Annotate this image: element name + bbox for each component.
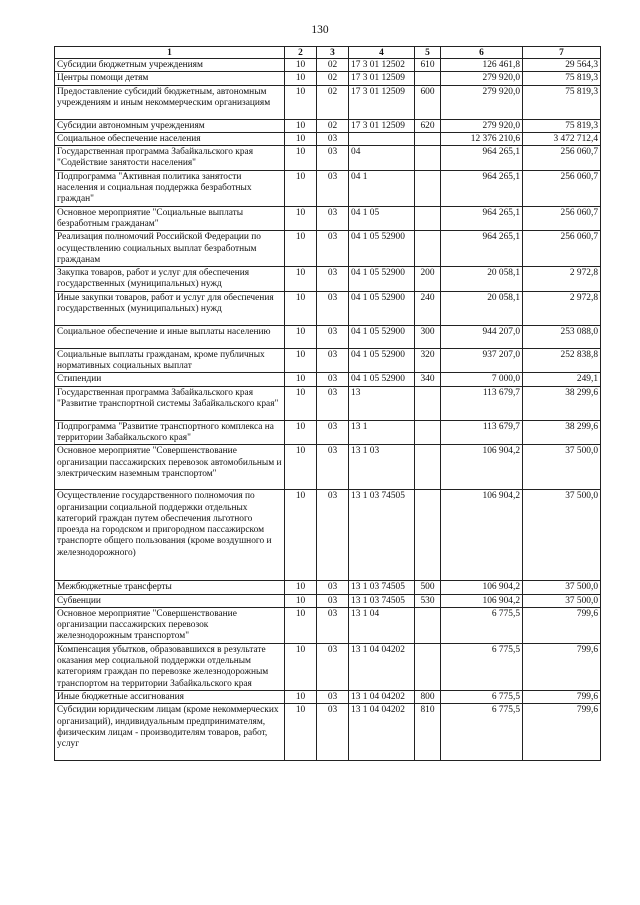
row-amount-1: 964 265,1 bbox=[441, 231, 523, 267]
table-row bbox=[55, 445, 601, 490]
row-expense-type bbox=[415, 420, 441, 445]
table-row bbox=[55, 690, 601, 703]
row-amount-2: 3 472 712,4 bbox=[523, 132, 601, 145]
row-name: Подпрограмма "Активная политика занятости населения и социальная поддержка безработных граждан" bbox=[55, 170, 285, 206]
row-subsection: 03 bbox=[317, 643, 349, 690]
table-row bbox=[55, 231, 601, 267]
header-col-4: 4 bbox=[349, 47, 415, 59]
row-name: Субвенции bbox=[55, 594, 285, 607]
row-section: 10 bbox=[285, 704, 317, 761]
row-expense-type bbox=[415, 490, 441, 581]
table-row bbox=[55, 594, 601, 607]
row-expense-type bbox=[415, 231, 441, 267]
table-row bbox=[55, 348, 601, 373]
row-expense-type bbox=[415, 643, 441, 690]
row-amount-2: 799,6 bbox=[523, 607, 601, 643]
table-row bbox=[55, 643, 601, 690]
row-name: Субсидии юридическим лицам (кроме некоммерческих организаций), индивидуальным предпринимателям, физическим лицам - производителям товаров, работ, услуг bbox=[55, 704, 285, 761]
row-amount-1: 964 265,1 bbox=[441, 170, 523, 206]
row-target-code: 17 3 01 12509 bbox=[349, 119, 415, 132]
table-row bbox=[55, 386, 601, 420]
table-row bbox=[55, 119, 601, 132]
row-section: 10 bbox=[285, 690, 317, 703]
row-expense-type: 810 bbox=[415, 704, 441, 761]
table-row bbox=[55, 59, 601, 72]
row-amount-2: 256 060,7 bbox=[523, 206, 601, 231]
row-name: Основное мероприятие "Совершенствование организации пассажирских перевозок железнодорожным транспортом" bbox=[55, 607, 285, 643]
table-row bbox=[55, 490, 601, 581]
table-row bbox=[55, 704, 601, 761]
row-name: Межбюджетные трансферты bbox=[55, 581, 285, 594]
row-amount-2: 799,6 bbox=[523, 643, 601, 690]
row-amount-2: 2 972,8 bbox=[523, 267, 601, 292]
header-col-3: 3 bbox=[317, 47, 349, 59]
row-amount-1: 944 207,0 bbox=[441, 325, 523, 348]
row-amount-1: 964 265,1 bbox=[441, 146, 523, 171]
table-row bbox=[55, 267, 601, 292]
row-subsection: 03 bbox=[317, 146, 349, 171]
row-target-code: 04 1 bbox=[349, 170, 415, 206]
row-amount-1: 7 000,0 bbox=[441, 373, 523, 386]
row-name: Субсидии бюджетным учреждениям bbox=[55, 59, 285, 72]
row-section: 10 bbox=[285, 85, 317, 119]
row-section: 10 bbox=[285, 206, 317, 231]
row-section: 10 bbox=[285, 594, 317, 607]
header-col-7: 7 bbox=[523, 47, 601, 59]
header-col-5: 5 bbox=[415, 47, 441, 59]
row-section: 10 bbox=[285, 420, 317, 445]
row-subsection: 03 bbox=[317, 581, 349, 594]
header-col-6: 6 bbox=[441, 47, 523, 59]
row-subsection: 03 bbox=[317, 206, 349, 231]
table-row bbox=[55, 132, 601, 145]
row-section: 10 bbox=[285, 132, 317, 145]
table-row bbox=[55, 291, 601, 325]
row-expense-type: 240 bbox=[415, 291, 441, 325]
row-expense-type bbox=[415, 72, 441, 85]
row-amount-2: 38 299,6 bbox=[523, 420, 601, 445]
row-amount-1: 279 920,0 bbox=[441, 119, 523, 132]
table-row bbox=[55, 373, 601, 386]
row-target-code: 13 bbox=[349, 386, 415, 420]
row-amount-2: 253 088,0 bbox=[523, 325, 601, 348]
row-subsection: 03 bbox=[317, 445, 349, 490]
row-subsection: 03 bbox=[317, 291, 349, 325]
row-subsection: 03 bbox=[317, 348, 349, 373]
row-name: Основное мероприятие "Социальные выплаты безработным гражданам" bbox=[55, 206, 285, 231]
row-section: 10 bbox=[285, 348, 317, 373]
row-amount-1: 106 904,2 bbox=[441, 490, 523, 581]
row-section: 10 bbox=[285, 490, 317, 581]
row-target-code: 13 1 03 74505 bbox=[349, 594, 415, 607]
row-target-code: 04 1 05 52900 bbox=[349, 291, 415, 325]
row-section: 10 bbox=[285, 607, 317, 643]
row-amount-2: 75 819,3 bbox=[523, 119, 601, 132]
row-expense-type bbox=[415, 206, 441, 231]
table-row bbox=[55, 420, 601, 445]
header-col-2: 2 bbox=[285, 47, 317, 59]
row-target-code: 13 1 bbox=[349, 420, 415, 445]
row-amount-2: 37 500,0 bbox=[523, 594, 601, 607]
row-amount-2: 252 838,8 bbox=[523, 348, 601, 373]
row-expense-type bbox=[415, 607, 441, 643]
row-expense-type: 320 bbox=[415, 348, 441, 373]
row-amount-2: 2 972,8 bbox=[523, 291, 601, 325]
row-amount-1: 6 775,5 bbox=[441, 607, 523, 643]
row-target-code: 04 1 05 52900 bbox=[349, 267, 415, 292]
row-amount-1: 279 920,0 bbox=[441, 72, 523, 85]
budget-table bbox=[54, 46, 601, 761]
row-amount-2: 38 299,6 bbox=[523, 386, 601, 420]
row-amount-2: 799,6 bbox=[523, 704, 601, 761]
row-amount-1: 12 376 210,6 bbox=[441, 132, 523, 145]
row-subsection: 03 bbox=[317, 420, 349, 445]
row-subsection: 02 bbox=[317, 119, 349, 132]
row-name: Иные закупки товаров, работ и услуг для обеспечения государственных (муниципальных) нужд bbox=[55, 291, 285, 325]
table-row bbox=[55, 85, 601, 119]
row-amount-2: 249,1 bbox=[523, 373, 601, 386]
table-row bbox=[55, 206, 601, 231]
row-name: Основное мероприятие "Совершенствование организации пассажирских перевозок автомобильным и электрическим наземным транспортом" bbox=[55, 445, 285, 490]
row-name: Государственная программа Забайкальского края "Развитие транспортной системы Забайкальского края" bbox=[55, 386, 285, 420]
row-expense-type bbox=[415, 386, 441, 420]
header-row bbox=[55, 47, 601, 59]
row-amount-1: 106 904,2 bbox=[441, 594, 523, 607]
table-row bbox=[55, 146, 601, 171]
row-amount-1: 6 775,5 bbox=[441, 704, 523, 761]
row-amount-2: 37 500,0 bbox=[523, 581, 601, 594]
row-subsection: 03 bbox=[317, 231, 349, 267]
row-name: Социальное обеспечение населения bbox=[55, 132, 285, 145]
row-amount-1: 279 920,0 bbox=[441, 85, 523, 119]
row-target-code: 13 1 04 04202 bbox=[349, 690, 415, 703]
row-expense-type: 300 bbox=[415, 325, 441, 348]
row-name: Социальное обеспечение и иные выплаты населению bbox=[55, 325, 285, 348]
row-subsection: 03 bbox=[317, 373, 349, 386]
row-subsection: 03 bbox=[317, 170, 349, 206]
row-subsection: 03 bbox=[317, 704, 349, 761]
row-amount-1: 113 679,7 bbox=[441, 420, 523, 445]
row-amount-2: 75 819,3 bbox=[523, 72, 601, 85]
row-section: 10 bbox=[285, 119, 317, 132]
row-target-code: 13 1 04 04202 bbox=[349, 704, 415, 761]
row-amount-2: 256 060,7 bbox=[523, 231, 601, 267]
row-amount-1: 20 058,1 bbox=[441, 267, 523, 292]
row-section: 10 bbox=[285, 267, 317, 292]
row-section: 10 bbox=[285, 170, 317, 206]
row-subsection: 03 bbox=[317, 490, 349, 581]
row-target-code: 13 1 03 74505 bbox=[349, 490, 415, 581]
row-section: 10 bbox=[285, 231, 317, 267]
table-row bbox=[55, 607, 601, 643]
row-name: Компенсация убытков, образовавшихся в результате оказания мер социальной поддержки отдельным категориям граждан по перевозке железнодорожным транспортом на территории Забайкальского края bbox=[55, 643, 285, 690]
row-subsection: 03 bbox=[317, 386, 349, 420]
row-target-code: 17 3 01 12502 bbox=[349, 59, 415, 72]
row-expense-type bbox=[415, 445, 441, 490]
row-expense-type bbox=[415, 146, 441, 171]
row-target-code: 13 1 04 04202 bbox=[349, 643, 415, 690]
table-row bbox=[55, 325, 601, 348]
row-target-code: 13 1 03 74505 bbox=[349, 581, 415, 594]
row-subsection: 02 bbox=[317, 85, 349, 119]
row-name: Социальные выплаты гражданам, кроме публичных нормативных социальных выплат bbox=[55, 348, 285, 373]
row-subsection: 03 bbox=[317, 267, 349, 292]
row-name: Субсидии автономным учреждениям bbox=[55, 119, 285, 132]
row-section: 10 bbox=[285, 581, 317, 594]
row-amount-1: 6 775,5 bbox=[441, 643, 523, 690]
row-subsection: 02 bbox=[317, 72, 349, 85]
row-target-code: 17 3 01 12509 bbox=[349, 85, 415, 119]
row-expense-type bbox=[415, 132, 441, 145]
row-target-code: 13 1 04 bbox=[349, 607, 415, 643]
row-subsection: 03 bbox=[317, 132, 349, 145]
row-name: Государственная программа Забайкальского края "Содействие занятости населения" bbox=[55, 146, 285, 171]
row-section: 10 bbox=[285, 445, 317, 490]
row-section: 10 bbox=[285, 291, 317, 325]
row-target-code: 04 1 05 52900 bbox=[349, 373, 415, 386]
row-amount-2: 799,6 bbox=[523, 690, 601, 703]
row-expense-type: 610 bbox=[415, 59, 441, 72]
row-expense-type bbox=[415, 170, 441, 206]
row-section: 10 bbox=[285, 59, 317, 72]
header-col-1: 1 bbox=[55, 47, 285, 59]
row-section: 10 bbox=[285, 643, 317, 690]
row-name: Центры помощи детям bbox=[55, 72, 285, 85]
row-target-code: 04 1 05 52900 bbox=[349, 348, 415, 373]
row-amount-2: 29 564,3 bbox=[523, 59, 601, 72]
row-amount-2: 75 819,3 bbox=[523, 85, 601, 119]
row-subsection: 03 bbox=[317, 690, 349, 703]
row-name: Предоставление субсидий бюджетным, автономным учреждениям и иным некоммерческим организациям bbox=[55, 85, 285, 119]
row-target-code: 13 1 03 bbox=[349, 445, 415, 490]
row-target-code bbox=[349, 132, 415, 145]
row-section: 10 bbox=[285, 146, 317, 171]
row-amount-2: 37 500,0 bbox=[523, 490, 601, 581]
row-expense-type: 530 bbox=[415, 594, 441, 607]
row-amount-1: 106 904,2 bbox=[441, 445, 523, 490]
row-amount-2: 256 060,7 bbox=[523, 170, 601, 206]
row-name: Реализация полномочий Российской Федерации по осуществлению социальных выплат безработным гражданам bbox=[55, 231, 285, 267]
row-section: 10 bbox=[285, 373, 317, 386]
row-amount-1: 937 207,0 bbox=[441, 348, 523, 373]
row-name: Стипендии bbox=[55, 373, 285, 386]
row-expense-type: 340 bbox=[415, 373, 441, 386]
row-section: 10 bbox=[285, 386, 317, 420]
row-target-code: 04 bbox=[349, 146, 415, 171]
row-amount-1: 113 679,7 bbox=[441, 386, 523, 420]
row-section: 10 bbox=[285, 72, 317, 85]
row-target-code: 04 1 05 bbox=[349, 206, 415, 231]
row-section: 10 bbox=[285, 325, 317, 348]
row-expense-type: 620 bbox=[415, 119, 441, 132]
table-row bbox=[55, 581, 601, 594]
row-target-code: 04 1 05 52900 bbox=[349, 231, 415, 267]
row-target-code: 17 3 01 12509 bbox=[349, 72, 415, 85]
row-amount-1: 126 461,8 bbox=[441, 59, 523, 72]
row-expense-type: 200 bbox=[415, 267, 441, 292]
table-row bbox=[55, 170, 601, 206]
row-expense-type: 800 bbox=[415, 690, 441, 703]
row-target-code: 04 1 05 52900 bbox=[349, 325, 415, 348]
row-expense-type: 500 bbox=[415, 581, 441, 594]
row-name: Закупка товаров, работ и услуг для обеспечения государственных (муниципальных) нужд bbox=[55, 267, 285, 292]
row-amount-1: 964 265,1 bbox=[441, 206, 523, 231]
row-amount-2: 256 060,7 bbox=[523, 146, 601, 171]
row-subsection: 03 bbox=[317, 607, 349, 643]
row-name: Иные бюджетные ассигнования bbox=[55, 690, 285, 703]
row-subsection: 03 bbox=[317, 325, 349, 348]
row-amount-1: 20 058,1 bbox=[441, 291, 523, 325]
row-expense-type: 600 bbox=[415, 85, 441, 119]
table-row bbox=[55, 72, 601, 85]
row-amount-1: 6 775,5 bbox=[441, 690, 523, 703]
row-name: Осуществление государственного полномочия по организации социальной поддержки отдельных категорий граждан путем обеспечения льготного проезда на городском и пригородном пассажирском транспорте общего пользования (кроме воздушного и железнодорожного) bbox=[55, 490, 285, 581]
page-number: 130 bbox=[311, 24, 329, 36]
row-amount-2: 37 500,0 bbox=[523, 445, 601, 490]
row-name: Подпрограмма "Развитие транспортного комплекса на территории Забайкальского края" bbox=[55, 420, 285, 445]
row-subsection: 02 bbox=[317, 59, 349, 72]
row-amount-1: 106 904,2 bbox=[441, 581, 523, 594]
row-subsection: 03 bbox=[317, 594, 349, 607]
